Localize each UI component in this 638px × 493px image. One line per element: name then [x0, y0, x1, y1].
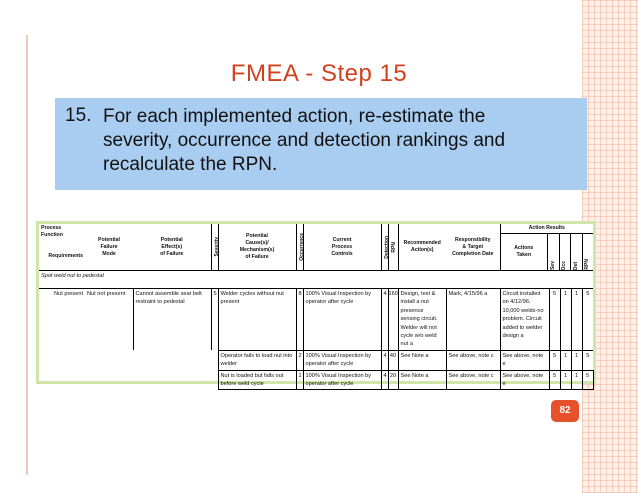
result-det-cell: 1: [571, 370, 582, 390]
taken-cell: Circuit installed on 4/12/96. 10,000 welds-no problem. Circuit added to welder design a: [500, 289, 549, 351]
header-rpn2: [582, 234, 593, 270]
occ-cell: 8: [296, 289, 303, 351]
header-text: Responsibility: [455, 236, 491, 243]
header-text: Completion Date: [452, 250, 494, 257]
rpn-cell: 20: [388, 370, 398, 390]
result-occ-cell: 1: [560, 350, 571, 370]
header-severity: [211, 224, 218, 271]
function-row-empty: [133, 271, 593, 289]
header-failure-mode: [85, 224, 133, 271]
rpn-cell: 160: [388, 289, 398, 351]
control-cell: 100% Visual Inspection by operator after cycle: [303, 370, 381, 390]
step-line: For each implemented action, re-estimate the: [103, 106, 486, 127]
slide-title: FMEA - Step 15: [230, 60, 408, 87]
result-rpn-cell: 5: [582, 289, 593, 351]
header-det: [570, 234, 581, 270]
occ-cell: 1: [296, 370, 303, 390]
result-sev-cell: 5: [549, 350, 560, 370]
header-actions-taken: [501, 234, 548, 270]
header-text: Mode: [102, 250, 116, 257]
responsibility-cell: See above, note c: [446, 370, 500, 390]
header-text: RPN: [584, 259, 591, 270]
header-text: Taken: [516, 252, 532, 258]
header-text: Controls: [331, 250, 353, 257]
requirement-cell: Nut present: [39, 289, 85, 351]
fmea-table: [39, 224, 594, 390]
cause-cell: Nut is loaded but falls out before weld cycle: [218, 370, 296, 390]
header-text: of Failure: [160, 250, 184, 257]
header-text: Detection: [383, 235, 390, 259]
det-cell: 4: [381, 350, 388, 370]
mode-cell: Nut not present: [85, 289, 133, 351]
taken-cell: See above, note e: [500, 370, 549, 390]
header-occurrence: [296, 224, 303, 271]
header-responsibility: [446, 224, 500, 271]
header-text: Det: [572, 261, 579, 270]
rpn-cell: 40: [388, 350, 398, 370]
header-process-function: [39, 224, 85, 271]
header-sev: [547, 234, 558, 270]
step-box: [55, 98, 587, 190]
header-text: Severity: [213, 237, 220, 257]
responsibility-cell: See above, note c: [446, 350, 500, 370]
function-cell: Spot weld nut to pedestal: [39, 271, 133, 289]
empty-cell: [39, 370, 218, 390]
header-recommended: [398, 224, 446, 271]
header-occ: [559, 234, 570, 270]
table-row: [39, 370, 593, 390]
header-text: Cause(s)/: [245, 240, 269, 246]
header-detection: [381, 224, 388, 271]
header-text: Process: [41, 225, 62, 231]
action-cell: See Note a: [398, 370, 446, 390]
result-sev-cell: 5: [549, 370, 560, 390]
action-cell: Design, test & install a nut presence sensing circuit. Welder will not cycle w/o weld nut a: [398, 289, 446, 351]
header-text: of Failure: [245, 254, 269, 260]
header-text: Action Results: [501, 224, 594, 234]
header-text: Potential: [160, 236, 183, 243]
result-sev-cell: 5: [549, 289, 560, 351]
header-text: RPN: [390, 241, 397, 253]
header-causes: [218, 224, 296, 271]
cause-cell: Operator fails to load nut into welder: [218, 350, 296, 370]
function-row: [39, 271, 593, 289]
header-requirements: Requirements: [48, 253, 83, 259]
step-text: [103, 105, 581, 177]
step-line: severity, occurrence and detection rankings and: [103, 130, 506, 151]
taken-cell: See above, note e: [500, 350, 549, 370]
header-text: Effect(s): [161, 243, 183, 250]
header-text: Actions: [514, 245, 534, 251]
header-controls: [303, 224, 381, 271]
responsibility-cell: Mark, 4/15/96 a: [446, 289, 500, 351]
header-text: Occ: [561, 260, 568, 270]
result-occ-cell: 1: [560, 289, 571, 351]
result-occ-cell: 1: [560, 370, 571, 390]
header-text: Potential: [246, 233, 268, 239]
header-text: Potential: [98, 236, 120, 243]
step-line: recalculate the RPN.: [103, 154, 278, 175]
empty-cell: [39, 350, 218, 370]
header-text: Action(s): [411, 247, 434, 253]
left-rule: [26, 35, 28, 475]
result-rpn-cell: 5: [582, 350, 593, 370]
control-cell: 100% Visual Inspection by operator after cycle: [303, 289, 381, 351]
header-effects: [133, 224, 211, 271]
cause-cell: Welder cycles without nut present: [218, 289, 296, 351]
action-cell: See Note a: [398, 350, 446, 370]
det-cell: 4: [381, 289, 388, 351]
header-text: Recommended: [403, 240, 441, 246]
header-text: Failure: [100, 243, 118, 250]
header-text: Mechanism(s): [239, 247, 275, 253]
header-results-subrow: [501, 234, 594, 270]
result-det-cell: 1: [571, 289, 582, 351]
occ-cell: 2: [296, 350, 303, 370]
header-text: Occurrence: [298, 233, 305, 261]
det-cell: 4: [381, 370, 388, 390]
header-text: Function: [41, 232, 63, 238]
header-text: Process: [331, 243, 353, 250]
table-header-row: [39, 224, 593, 271]
fmea-table-image: [36, 221, 596, 388]
result-rpn-cell: 5: [582, 370, 593, 390]
control-cell: 100% Visual Inspection by operator after cycle: [303, 350, 381, 370]
step-number: 15.: [65, 105, 92, 126]
table-row: [39, 350, 593, 370]
header-text: Sev: [549, 261, 556, 270]
header-text: Current: [332, 236, 352, 243]
effect-cell: Cannot assemble seat belt restraint to pedestal: [133, 289, 211, 351]
page-number-badge: 82: [551, 400, 579, 422]
sev-cell: 5: [211, 289, 218, 351]
table-row: [39, 289, 593, 351]
result-det-cell: 1: [571, 350, 582, 370]
header-action-results: [500, 224, 593, 271]
header-text: & Target: [462, 243, 484, 250]
